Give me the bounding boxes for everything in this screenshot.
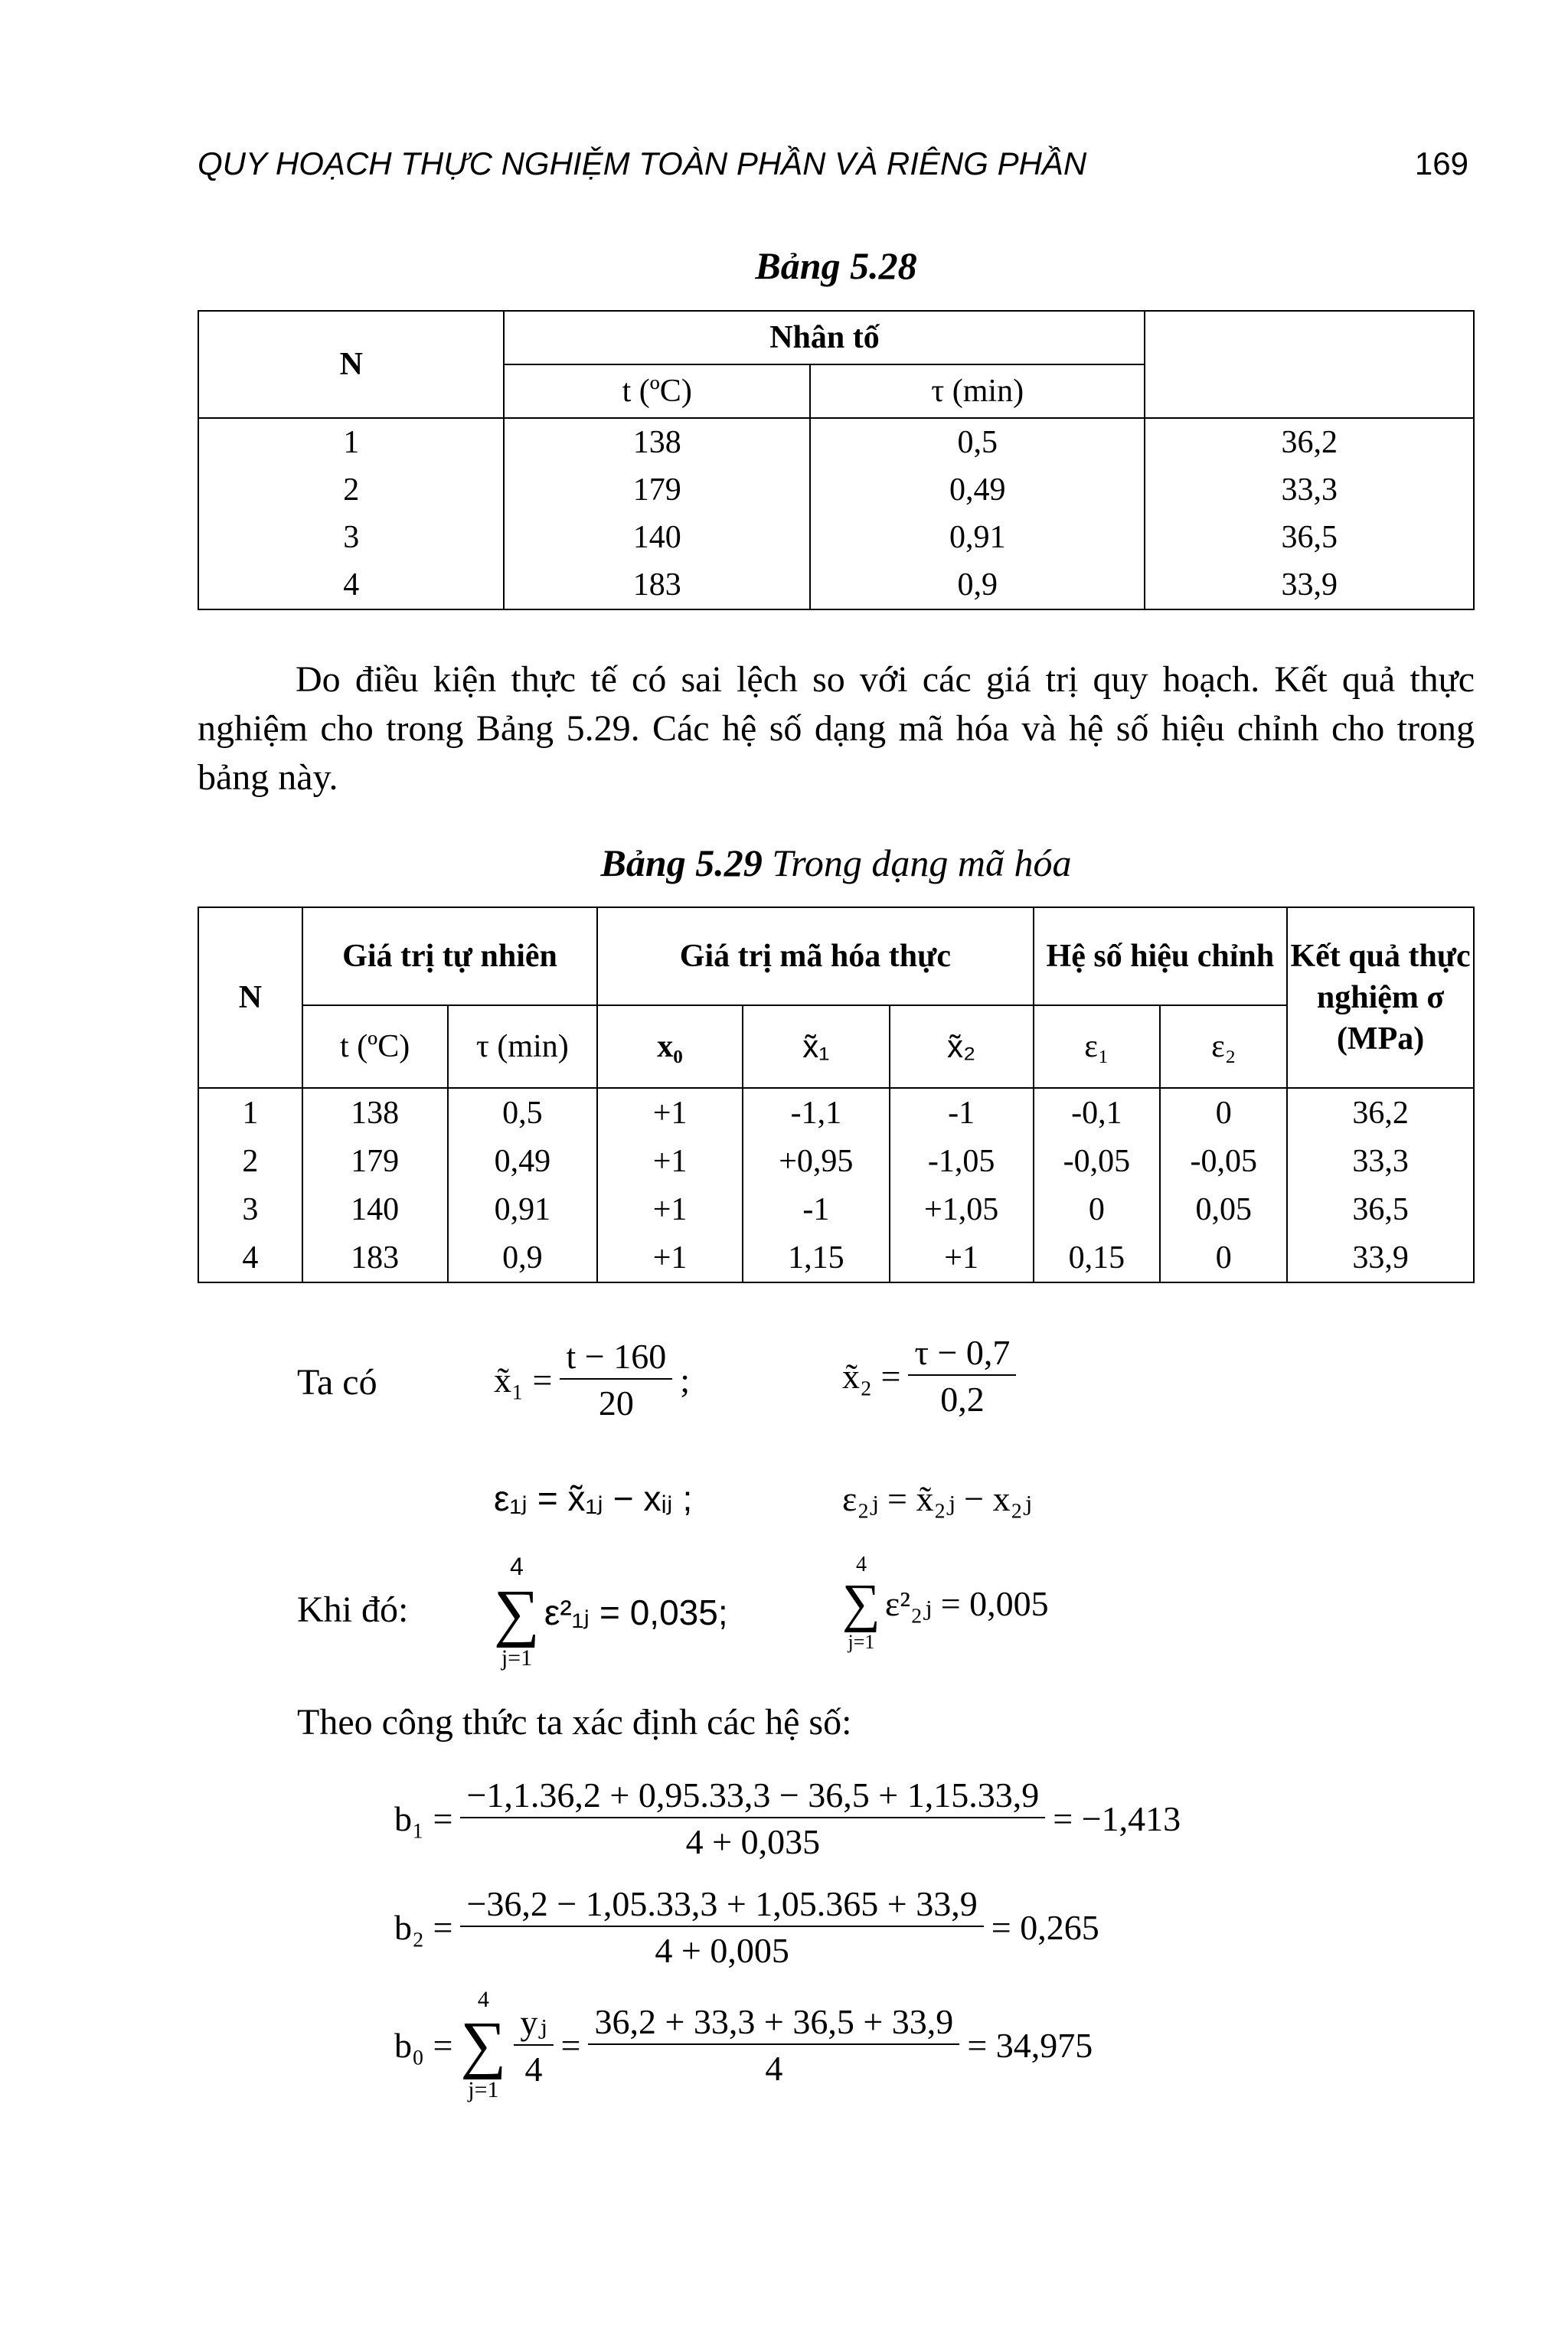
cell: -1 xyxy=(890,1088,1034,1137)
table2-caption-label: Bảng 5.29 xyxy=(600,841,763,884)
table-row xyxy=(198,466,1474,514)
cell: 4 xyxy=(198,1233,302,1282)
cell: 0,5 xyxy=(448,1088,598,1137)
cell: +0,95 xyxy=(743,1137,890,1185)
cell: 33,9 xyxy=(1287,1233,1474,1282)
cell: +1 xyxy=(597,1088,743,1137)
x1-denominator: 20 xyxy=(598,1383,634,1423)
ta-co-label: Ta có xyxy=(297,1362,377,1403)
cell: 1,15 xyxy=(743,1233,890,1282)
b1-result: = −1,413 xyxy=(1053,1798,1181,1838)
b0-four: 4 xyxy=(524,2049,543,2089)
b0-numerator: 36,2 + 33,3 + 36,5 + 33,9 xyxy=(588,2001,959,2045)
th-correction: Hệ số hiệu chỉnh xyxy=(1034,907,1288,1005)
cell: 0 xyxy=(1160,1088,1287,1137)
table-row xyxy=(198,418,1474,466)
th-t: t (ºC) xyxy=(504,364,810,418)
th-x2: x̃₂ xyxy=(890,1005,1034,1088)
th-coded: Giá trị mã hóa thực xyxy=(597,907,1033,1005)
table2-caption xyxy=(198,841,1475,885)
x2-fraction xyxy=(908,1332,1016,1419)
cell: 2 xyxy=(198,466,504,514)
th-t: t (ºC) xyxy=(302,1005,448,1088)
cell: +1 xyxy=(890,1233,1034,1282)
b1-fraction xyxy=(460,1775,1045,1862)
cell: 183 xyxy=(302,1233,448,1282)
cell: 0 xyxy=(1160,1233,1287,1282)
x1-fraction xyxy=(560,1336,672,1423)
th-result xyxy=(1145,311,1474,418)
sum2-upper: 4 xyxy=(855,1553,867,1576)
cell: 0,91 xyxy=(810,514,1145,561)
b1-formula xyxy=(394,1775,1181,1862)
cell: -1,05 xyxy=(890,1137,1034,1185)
th-factor: Nhân tố xyxy=(504,311,1145,364)
cell: 0,91 xyxy=(448,1185,598,1233)
table-5-28 xyxy=(198,310,1475,610)
sigma-symbol: ∑ xyxy=(842,1574,880,1633)
cell: 36,5 xyxy=(1145,514,1474,561)
table-row xyxy=(198,1185,1474,1233)
table1-caption: Bảng 5.28 xyxy=(755,244,917,287)
th-result: Kết quả thực nghiệm σ (MPa) xyxy=(1287,907,1474,1088)
table-5-29 xyxy=(198,906,1475,1283)
cell: 183 xyxy=(504,561,810,609)
cell: 0,49 xyxy=(448,1137,598,1185)
b0-fraction xyxy=(588,2001,959,2089)
cell: 0,15 xyxy=(1034,1233,1161,1282)
sum2-sigma xyxy=(842,1553,880,1654)
cell: 0,5 xyxy=(810,418,1145,466)
x2-lhs: x̃₂ = xyxy=(842,1356,901,1396)
b0-sum-lower: j=1 xyxy=(468,2077,499,2102)
cell: 2 xyxy=(198,1137,302,1185)
sum2-formula xyxy=(842,1553,1049,1654)
cell: 138 xyxy=(302,1088,448,1137)
b2-formula xyxy=(394,1883,1099,1971)
cell: 3 xyxy=(198,514,504,561)
cell: 0,05 xyxy=(1160,1185,1287,1233)
cell: 140 xyxy=(302,1185,448,1233)
sum2-body: ε²₂ⱼ = 0,005 xyxy=(884,1584,1049,1623)
cell: -0,1 xyxy=(1034,1088,1161,1137)
x1-end: ; xyxy=(680,1360,690,1400)
b1-lhs: b₁ = xyxy=(394,1798,453,1838)
b0-sigma xyxy=(460,1987,506,2103)
cell: +1,05 xyxy=(890,1185,1034,1233)
b0-yj-fraction xyxy=(514,2001,553,2089)
th-eps2: ε₂ xyxy=(1160,1005,1287,1088)
b0-denominator: 4 xyxy=(765,2049,783,2088)
cell: 33,9 xyxy=(1145,561,1474,609)
sum1-upper: 4 xyxy=(510,1553,524,1580)
x1-formula xyxy=(494,1336,690,1423)
page-number: 169 xyxy=(1414,145,1468,181)
cell: 140 xyxy=(504,514,810,561)
table2-caption-text: Trong dạng mã hóa xyxy=(772,841,1072,884)
table-row xyxy=(198,1233,1474,1282)
eps1-formula: ε₁ⱼ = x̃₁ⱼ − xᵢⱼ ; xyxy=(494,1478,693,1518)
b2-fraction xyxy=(460,1883,983,1971)
th-tau: τ (min) xyxy=(810,364,1145,418)
sigma-symbol: ∑ xyxy=(494,1577,540,1648)
cell: 36,2 xyxy=(1145,418,1474,466)
cell: 1 xyxy=(198,1088,302,1137)
cell: 179 xyxy=(504,466,810,514)
th-n: N xyxy=(198,311,504,418)
cell: +1 xyxy=(597,1137,743,1185)
khi-do-label: Khi đó: xyxy=(297,1589,409,1630)
th-x1: x̃₁ xyxy=(743,1005,890,1088)
sum1-formula xyxy=(494,1553,728,1671)
b0-formula xyxy=(394,1987,1093,2103)
cell: 1 xyxy=(198,418,504,466)
th-natural: Giá trị tự nhiên xyxy=(302,907,598,1005)
cell: +1 xyxy=(597,1185,743,1233)
running-title: QUY HOẠCH THỰC NGHIỆM TOÀN PHẦN VÀ RIÊNG PHẦN xyxy=(198,145,1087,181)
th-n: N xyxy=(198,907,302,1088)
b0-sum-upper: 4 xyxy=(477,1987,489,2012)
cell: +1 xyxy=(597,1233,743,1282)
b2-result: = 0,265 xyxy=(991,1907,1099,1947)
cell: 138 xyxy=(504,418,810,466)
b0-lhs: b₀ = xyxy=(394,2025,453,2065)
cell: -1 xyxy=(743,1185,890,1233)
b0-equals: = xyxy=(560,2025,581,2065)
cell: 0,9 xyxy=(810,561,1145,609)
cell: 0,49 xyxy=(810,466,1145,514)
cell: 179 xyxy=(302,1137,448,1185)
b0-yj: yⱼ xyxy=(514,2001,553,2046)
x2-formula xyxy=(842,1332,1016,1419)
cell: 0 xyxy=(1034,1185,1161,1233)
x2-numerator: τ − 0,7 xyxy=(908,1332,1016,1376)
coefficients-intro: Theo công thức ta xác định các hệ số: xyxy=(297,1702,852,1743)
cell: 36,5 xyxy=(1287,1185,1474,1233)
cell: 3 xyxy=(198,1185,302,1233)
cell: -0,05 xyxy=(1160,1137,1287,1185)
b1-denominator: 4 + 0,035 xyxy=(685,1822,821,1861)
sigma-symbol: ∑ xyxy=(460,2009,507,2080)
b2-denominator: 4 + 0,005 xyxy=(655,1931,789,1970)
table-row xyxy=(198,514,1474,561)
cell: -0,05 xyxy=(1034,1137,1161,1185)
table-row xyxy=(198,1137,1474,1185)
paragraph: Do điều kiện thực tế có sai lệch so với các giá trị quy hoạch. Kết quả thực nghiệm cho trong Bảng 5.29. Các hệ số dạng mã hóa và hệ số hiệu chỉnh cho trong bảng này. xyxy=(198,659,1475,798)
b0-result: = 34,975 xyxy=(967,2025,1093,2065)
x1-lhs: x̃₁ = xyxy=(494,1360,553,1400)
cell: 33,3 xyxy=(1145,466,1474,514)
cell: 36,2 xyxy=(1287,1088,1474,1137)
sum1-lower: j=1 xyxy=(501,1645,533,1671)
x2-denominator: 0,2 xyxy=(940,1380,985,1419)
table-row xyxy=(198,1088,1474,1137)
sum2-lower: j=1 xyxy=(848,1631,875,1653)
cell: 0,9 xyxy=(448,1233,598,1282)
b2-lhs: b₂ = xyxy=(394,1907,453,1947)
th-x0: x₀ xyxy=(597,1005,743,1088)
th-eps1: ε₁ xyxy=(1034,1005,1161,1088)
th-tau: τ (min) xyxy=(448,1005,598,1088)
b1-numerator: −1,1.36,2 + 0,95.33,3 − 36,5 + 1,15.33,9 xyxy=(460,1775,1045,1818)
eps2-formula: ε₂ⱼ = x̃₂ⱼ − x₂ⱼ xyxy=(842,1479,1032,1518)
table-row xyxy=(198,561,1474,609)
sum1-body: ε²₁ⱼ = 0,035; xyxy=(544,1592,728,1632)
x1-numerator: t − 160 xyxy=(560,1336,672,1380)
b2-numerator: −36,2 − 1,05.33,3 + 1,05.365 + 33,9 xyxy=(460,1883,983,1927)
cell: -1,1 xyxy=(743,1088,890,1137)
sum1-sigma xyxy=(494,1553,540,1671)
cell: 33,3 xyxy=(1287,1137,1474,1185)
cell: 4 xyxy=(198,561,504,609)
